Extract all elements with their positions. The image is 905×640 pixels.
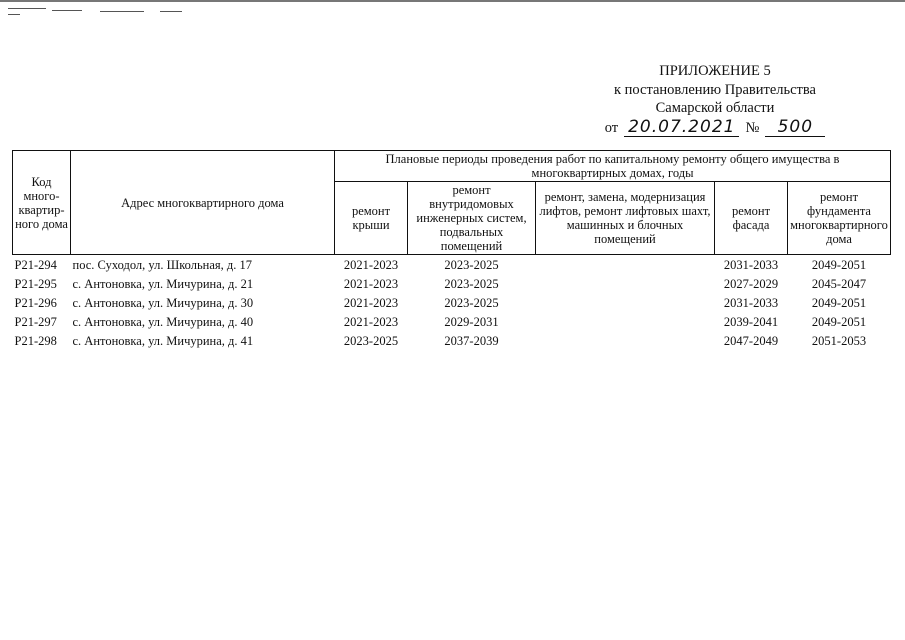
appendix-header	[560, 62, 870, 137]
cell-roof: 2021-2023	[335, 255, 408, 275]
table-row	[13, 331, 891, 350]
cell-foundation: 2049-2051	[788, 255, 891, 275]
date-prefix: от	[604, 119, 619, 136]
table-body	[13, 255, 891, 351]
cell-address: с. Антоновка, ул. Мичурина, д. 40	[72, 314, 254, 329]
cell-foundation: 2049-2051	[811, 314, 867, 329]
table-row	[13, 274, 891, 293]
cell-engineering: 2023-2025	[444, 295, 499, 310]
cell-facade: 2031-2033	[723, 295, 779, 310]
cell-code: Р21-296	[14, 295, 57, 310]
decree-number: 500	[765, 118, 825, 137]
cell-engineering: 2023-2025	[444, 276, 499, 291]
cell-facade: 2031-2033	[715, 255, 788, 275]
cell-elevators	[536, 274, 715, 293]
cell-address: с. Антоновка, ул. Мичурина, д. 21	[72, 276, 254, 291]
cell-elevators	[536, 293, 715, 312]
cell-address: пос. Суходол, ул. Школьная, д. 17	[71, 255, 335, 275]
header-address: Адрес многоквартирного дома	[71, 151, 335, 255]
cell-facade: 2047-2049	[723, 333, 779, 348]
cell-foundation: 2049-2051	[811, 295, 867, 310]
header-engineering: ремонт внутридомовых инженерных систем, подвальных помещений	[408, 182, 536, 255]
scan-artifacts	[8, 6, 218, 18]
cell-code: Р21-297	[14, 314, 57, 329]
cell-elevators	[536, 312, 715, 331]
cell-code: Р21-294	[13, 255, 71, 275]
decree-date-number	[605, 118, 826, 138]
cell-code: Р21-295	[14, 276, 57, 291]
appendix-line-1: к постановлению Правительства	[614, 81, 816, 98]
repair-schedule-table	[12, 150, 891, 350]
table-header	[13, 151, 891, 255]
table-row	[13, 293, 891, 312]
decree-date: 20.07.2021	[624, 118, 739, 137]
cell-facade: 2039-2041	[723, 314, 779, 329]
cell-foundation: 2051-2053	[811, 333, 867, 348]
appendix-title: ПРИЛОЖЕНИЕ 5	[659, 63, 771, 79]
cell-engineering: 2023-2025	[408, 255, 536, 275]
header-facade: ремонт фасада	[715, 182, 788, 255]
cell-foundation: 2045-2047	[811, 276, 867, 291]
table-row	[13, 255, 891, 275]
cell-elevators	[536, 255, 715, 275]
number-prefix: №	[745, 119, 760, 136]
table-row	[13, 312, 891, 331]
cell-elevators	[536, 331, 715, 350]
cell-code: Р21-298	[14, 333, 57, 348]
appendix-line-2: Самарской области	[655, 100, 775, 116]
header-code: Код много-квартир-ного дома	[13, 151, 71, 255]
cell-facade: 2027-2029	[723, 276, 779, 291]
cell-roof: 2021-2023	[343, 314, 399, 329]
cell-roof: 2021-2023	[343, 276, 399, 291]
cell-roof: 2023-2025	[343, 333, 399, 348]
cell-address: с. Антоновка, ул. Мичурина, д. 30	[72, 295, 254, 310]
header-roof: ремонт крыши	[335, 182, 408, 255]
cell-address: с. Антоновка, ул. Мичурина, д. 41	[72, 333, 254, 348]
cell-roof: 2021-2023	[343, 295, 399, 310]
scan-edge-line	[0, 0, 905, 2]
header-foundation: ремонт фундамента многоквартирного дома	[788, 182, 891, 255]
cell-engineering: 2037-2039	[444, 333, 499, 348]
header-elevators: ремонт, замена, модернизация лифтов, ремонт лифтовых шахт, машинных и блочных помещений	[536, 182, 715, 255]
cell-engineering: 2029-2031	[444, 314, 499, 329]
header-group: Плановые периоды проведения работ по капитальному ремонту общего имущества в многоквартирных домах, годы	[335, 151, 891, 182]
